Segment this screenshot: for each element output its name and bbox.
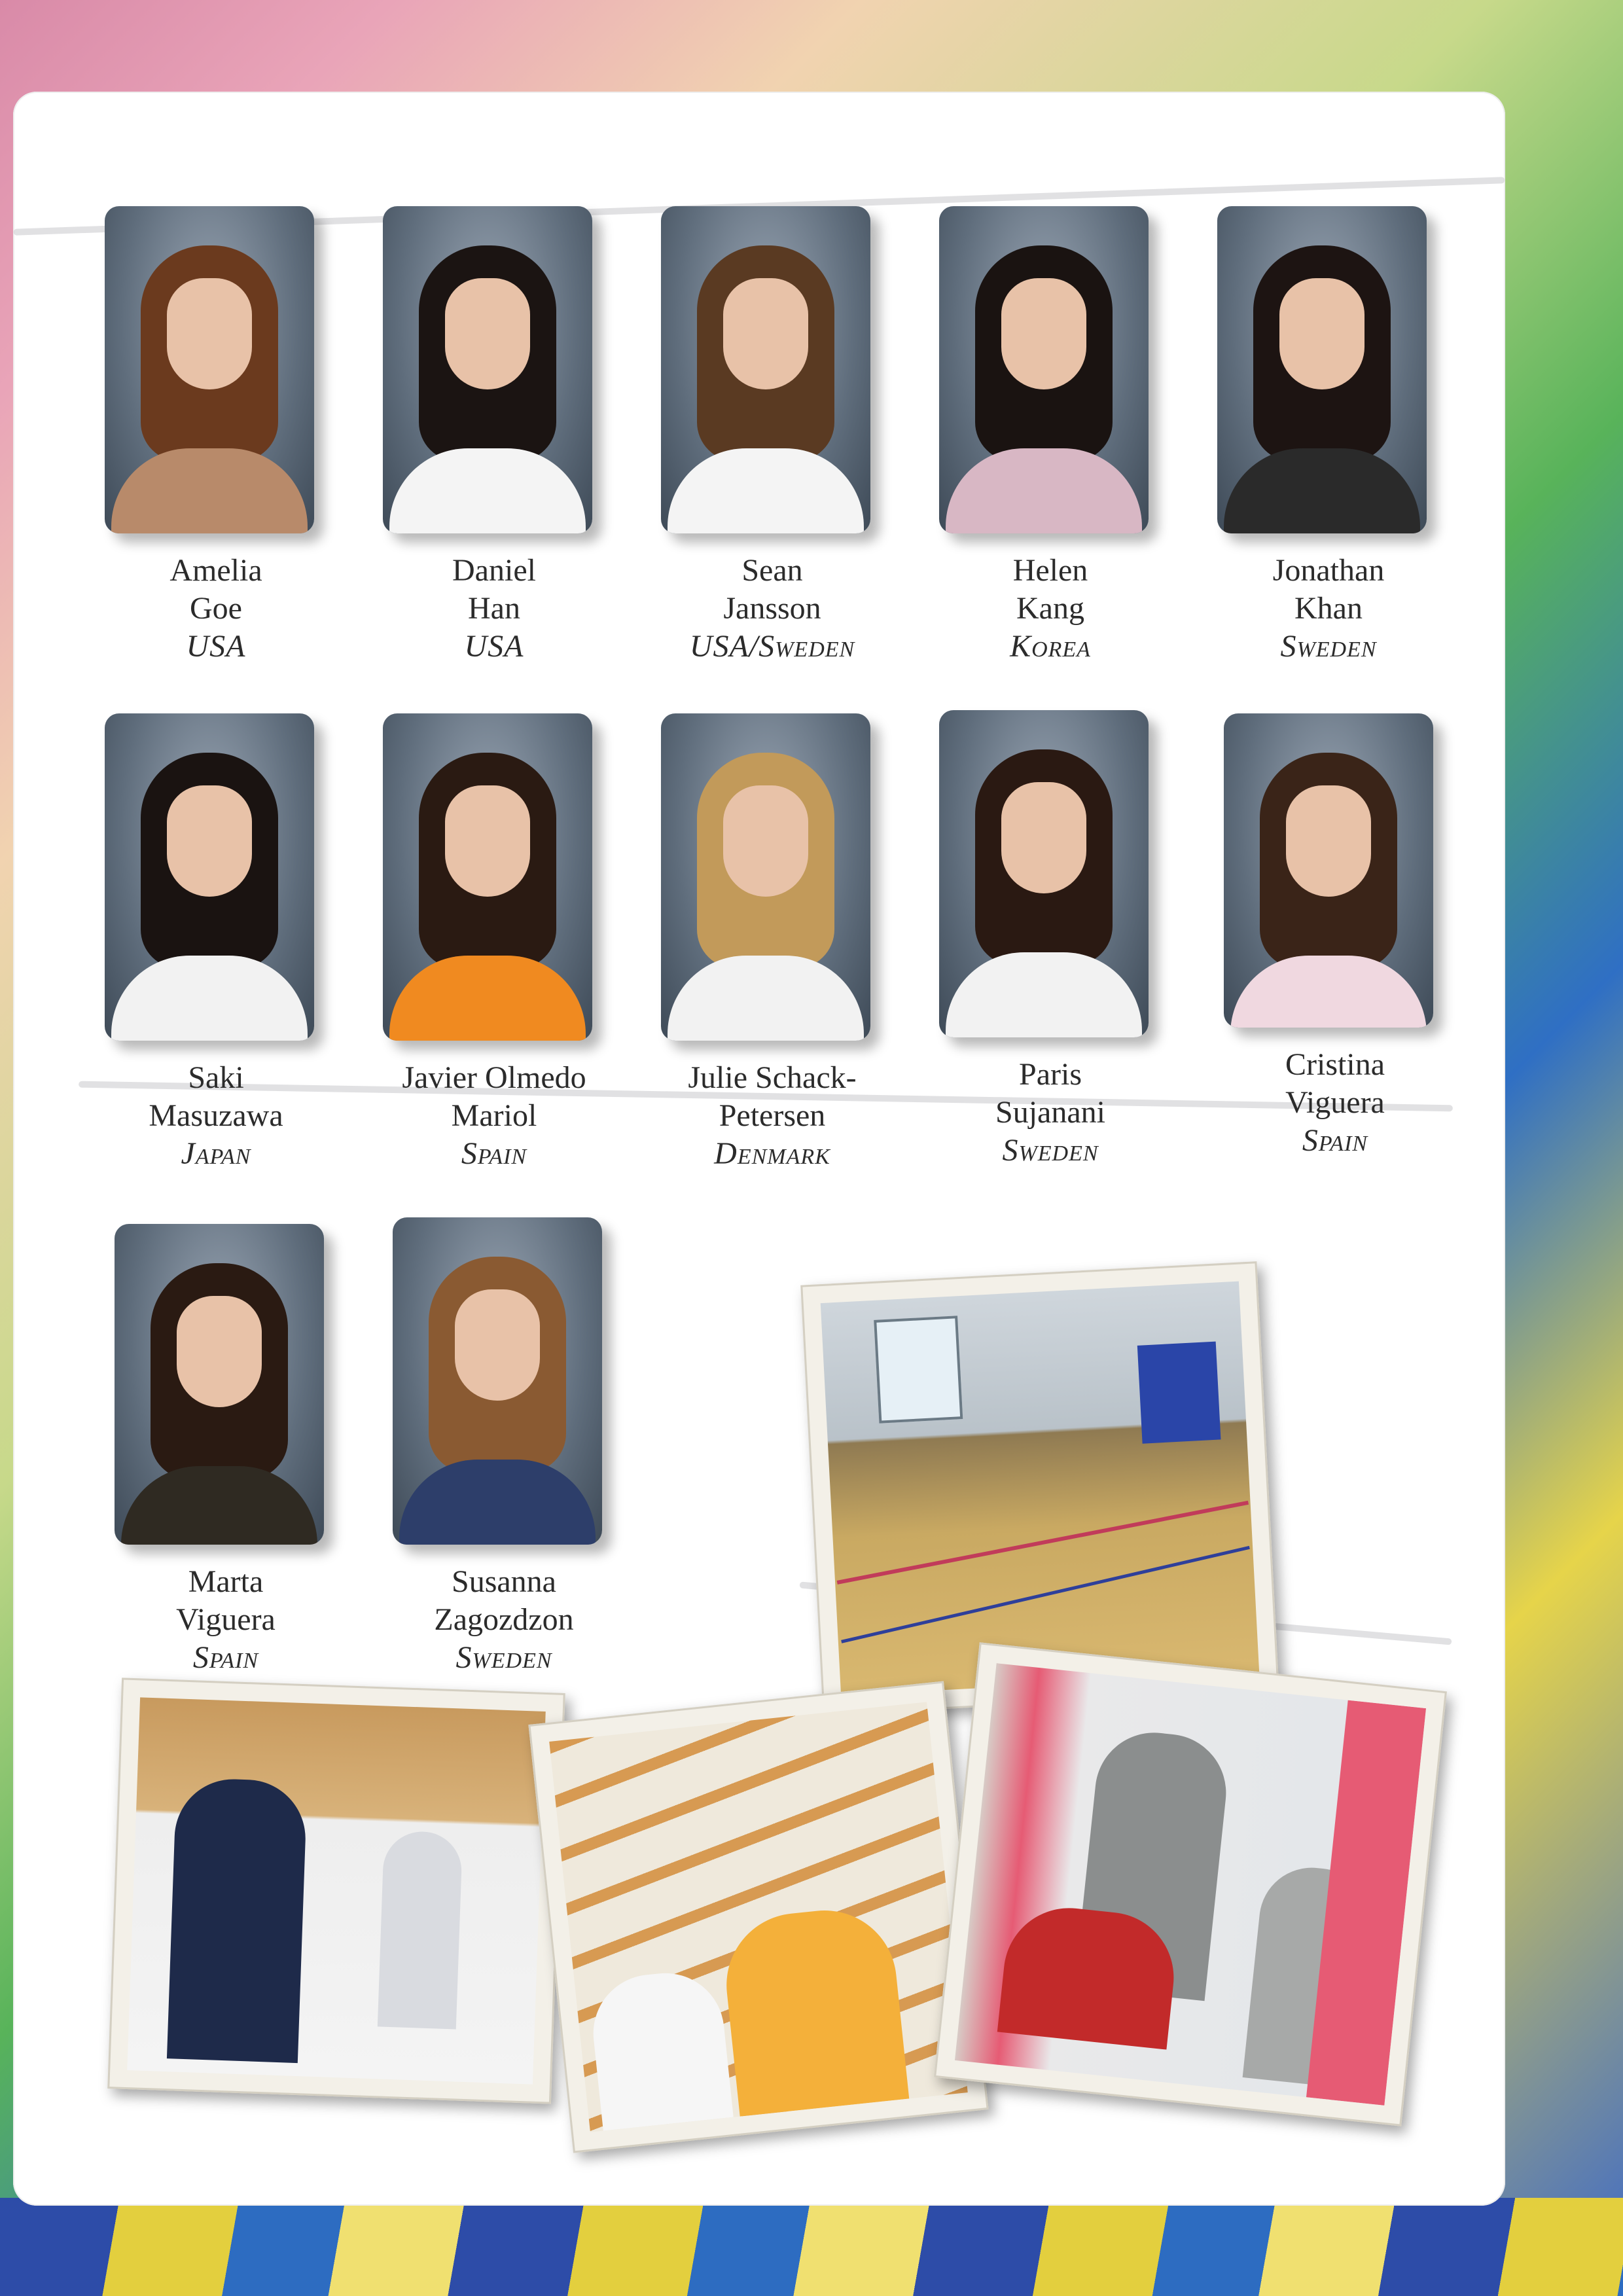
student-card bbox=[1217, 206, 1440, 666]
portrait-shirt bbox=[111, 448, 308, 533]
student-first-name: Helen bbox=[1012, 553, 1088, 588]
portrait-shirt bbox=[399, 1460, 596, 1545]
gym-floor-line bbox=[837, 1501, 1249, 1585]
student-portrait bbox=[393, 1217, 602, 1545]
portrait-face bbox=[1001, 278, 1086, 389]
portrait-face bbox=[723, 785, 808, 897]
student-last-name: Viguera bbox=[1285, 1085, 1385, 1120]
portrait-face bbox=[455, 1289, 540, 1401]
lab-teacher bbox=[167, 1777, 308, 2063]
student-caption bbox=[383, 552, 605, 666]
student-country: Spain bbox=[1302, 1123, 1368, 1158]
portrait-shirt bbox=[946, 952, 1142, 1037]
student-card bbox=[393, 1217, 615, 1677]
portrait-face bbox=[177, 1296, 262, 1407]
lab-student bbox=[378, 1831, 463, 2030]
student-portrait bbox=[105, 206, 314, 533]
student-first-name: Daniel bbox=[452, 553, 536, 588]
student-last-name: Zagozdzon bbox=[434, 1602, 574, 1637]
gym-window bbox=[874, 1316, 963, 1423]
student-caption bbox=[1224, 1046, 1446, 1160]
student-portrait bbox=[105, 713, 314, 1041]
student-portrait bbox=[939, 710, 1149, 1037]
gym-scene bbox=[821, 1282, 1260, 1696]
student-caption bbox=[383, 1059, 605, 1173]
student-country: Sweden bbox=[455, 1640, 552, 1675]
student-card bbox=[105, 206, 327, 666]
portrait-face bbox=[167, 785, 252, 897]
portrait-shirt bbox=[1224, 448, 1420, 533]
student-caption bbox=[105, 1059, 327, 1173]
student-portrait bbox=[661, 713, 870, 1041]
snapshot-gym-class bbox=[800, 1261, 1279, 1715]
student-last-name: Khan bbox=[1294, 591, 1363, 626]
student-first-name: Javier Olmedo bbox=[402, 1060, 586, 1095]
portrait-shirt bbox=[668, 956, 864, 1041]
student-card bbox=[939, 710, 1162, 1170]
student-first-name: Marta bbox=[188, 1564, 264, 1599]
student-first-name: Saki bbox=[188, 1060, 244, 1095]
portrait-shirt bbox=[946, 448, 1142, 533]
student-portrait bbox=[1217, 206, 1427, 533]
hallway-girl-shirt bbox=[719, 1903, 909, 2117]
student-caption bbox=[393, 1563, 615, 1677]
background-artwork-strip bbox=[0, 2198, 1623, 2296]
student-last-name: Masuzawa bbox=[149, 1098, 283, 1133]
student-first-name: Susanna bbox=[452, 1564, 556, 1599]
student-last-name: Petersen bbox=[719, 1098, 826, 1133]
student-caption bbox=[1217, 552, 1440, 666]
student-caption bbox=[105, 552, 327, 666]
student-last-name: Sujanani bbox=[995, 1095, 1105, 1130]
snapshot-locker-room bbox=[934, 1642, 1447, 2126]
student-country: Spain bbox=[192, 1640, 259, 1675]
student-country: USA bbox=[186, 629, 246, 664]
student-first-name: Amelia bbox=[169, 553, 262, 588]
portrait-shirt bbox=[389, 448, 586, 533]
student-portrait bbox=[383, 713, 592, 1041]
portrait-face bbox=[1279, 278, 1364, 389]
student-first-name: Jonathan bbox=[1272, 553, 1385, 588]
portrait-face bbox=[167, 278, 252, 389]
student-caption bbox=[939, 1056, 1162, 1170]
portrait-shirt bbox=[1230, 956, 1427, 1028]
student-first-name: Cristina bbox=[1285, 1047, 1385, 1082]
student-last-name: Han bbox=[468, 591, 520, 626]
student-last-name: Goe bbox=[190, 591, 242, 626]
student-portrait bbox=[115, 1224, 324, 1545]
student-card bbox=[1224, 713, 1446, 1160]
snapshot-science-lab bbox=[107, 1677, 565, 2104]
student-last-name: Jansson bbox=[723, 591, 821, 626]
lab-scene bbox=[127, 1697, 546, 2084]
student-portrait bbox=[383, 206, 592, 533]
hallway-boy-shirt bbox=[588, 1967, 734, 2131]
gym-floor-line bbox=[841, 1546, 1250, 1643]
portrait-face bbox=[1286, 785, 1371, 897]
student-card bbox=[105, 713, 327, 1173]
student-card bbox=[939, 206, 1162, 666]
portrait-face bbox=[445, 278, 530, 389]
student-portrait bbox=[1224, 713, 1433, 1028]
locker-scene bbox=[955, 1663, 1426, 2106]
gym-blue-mat bbox=[1137, 1342, 1221, 1444]
student-card bbox=[383, 713, 605, 1173]
student-portrait bbox=[939, 206, 1149, 533]
student-last-name: Mariol bbox=[451, 1098, 537, 1133]
student-caption bbox=[939, 552, 1162, 666]
portrait-shirt bbox=[668, 448, 864, 533]
student-country: Japan bbox=[181, 1136, 251, 1171]
student-country: Spain bbox=[461, 1136, 527, 1171]
student-portrait bbox=[661, 206, 870, 533]
student-country: USA/Sweden bbox=[689, 629, 855, 664]
student-card bbox=[661, 206, 883, 666]
student-country: USA bbox=[464, 629, 524, 664]
student-country: Korea bbox=[1010, 629, 1091, 664]
student-caption bbox=[115, 1563, 337, 1677]
student-card bbox=[661, 713, 883, 1173]
student-first-name: Sean bbox=[741, 553, 803, 588]
student-caption bbox=[661, 1059, 883, 1173]
student-card bbox=[383, 206, 605, 666]
hallway-scene bbox=[549, 1702, 968, 2132]
student-country: Sweden bbox=[1002, 1133, 1099, 1168]
portrait-shirt bbox=[121, 1466, 317, 1545]
student-last-name: Kang bbox=[1016, 591, 1084, 626]
portrait-shirt bbox=[111, 956, 308, 1041]
student-last-name: Viguera bbox=[176, 1602, 276, 1637]
student-caption bbox=[661, 552, 883, 666]
portrait-face bbox=[445, 785, 530, 897]
portrait-shirt bbox=[389, 956, 586, 1041]
portrait-face bbox=[1001, 782, 1086, 893]
student-card bbox=[115, 1224, 337, 1677]
student-first-name: Paris bbox=[1019, 1057, 1082, 1092]
student-first-name: Julie Schack- bbox=[688, 1060, 857, 1095]
student-country: Denmark bbox=[714, 1136, 830, 1171]
portrait-face bbox=[723, 278, 808, 389]
snapshot-hallway-students bbox=[528, 1681, 988, 2153]
student-country: Sweden bbox=[1280, 629, 1377, 664]
